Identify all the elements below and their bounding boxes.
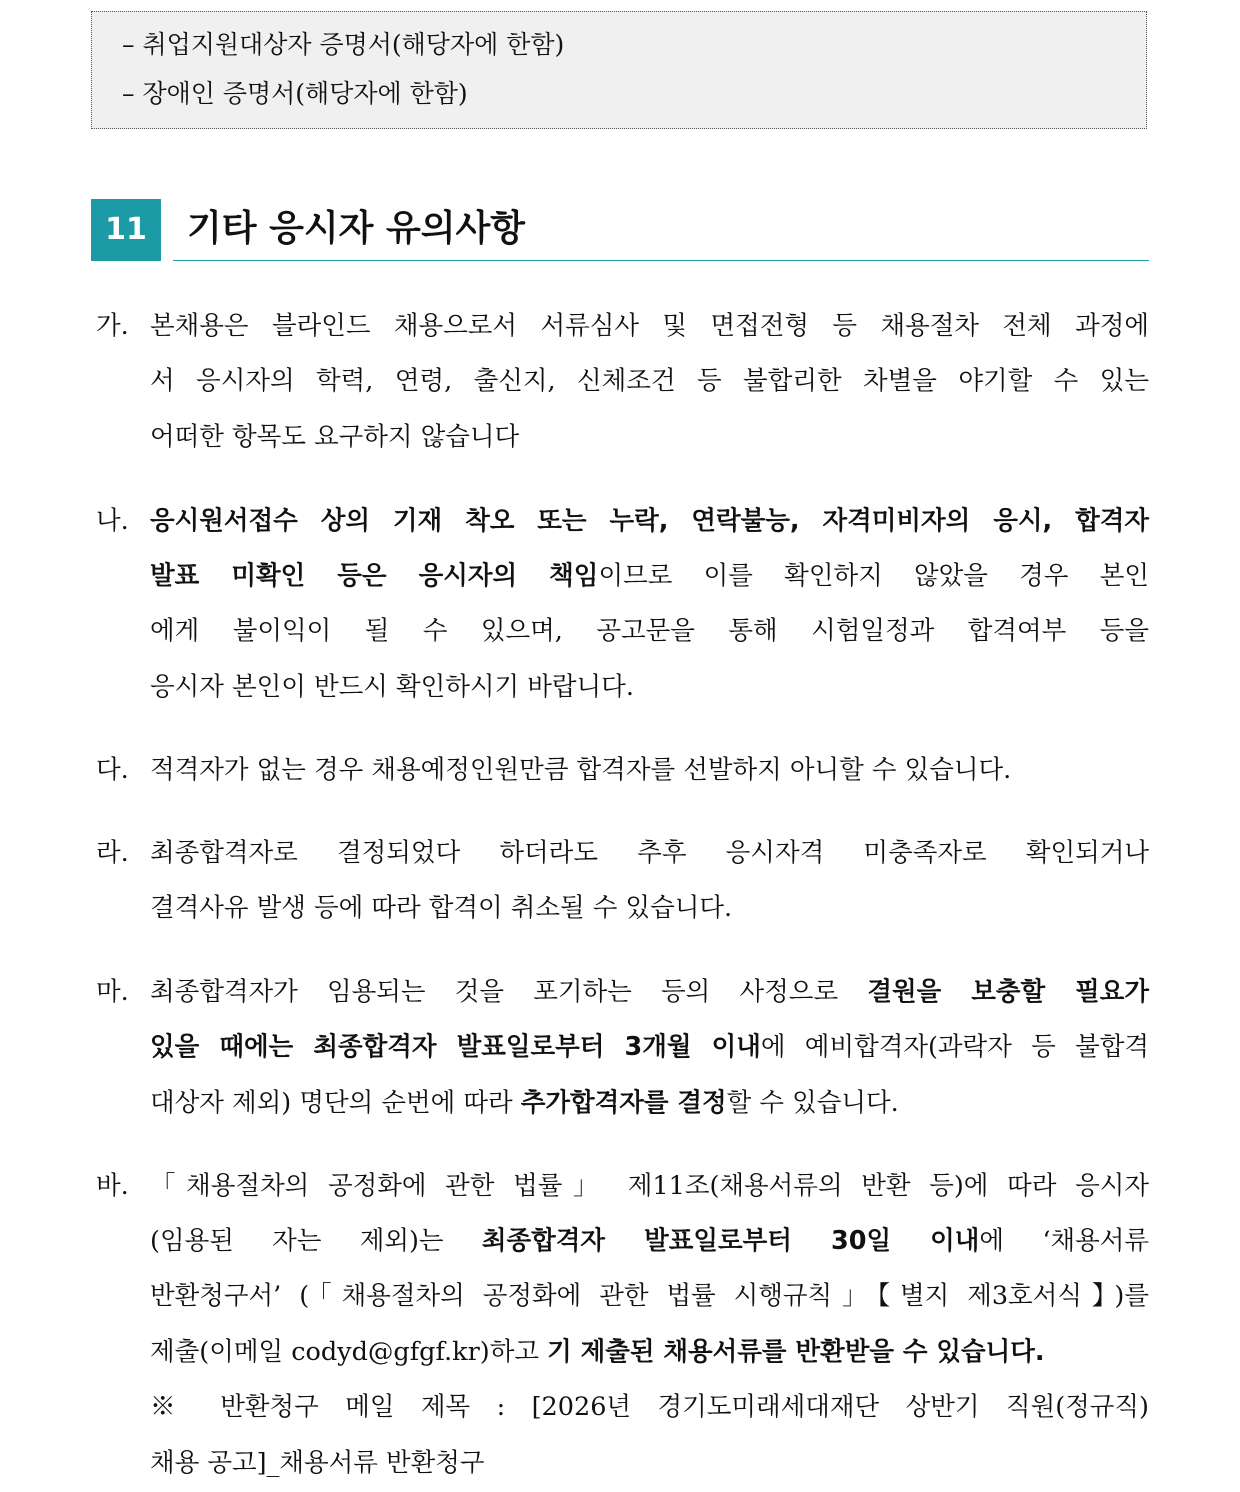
item-ma-marker: 마. [96, 977, 129, 1007]
item-ba-line-6: 채용 공고]_채용서류 반환청구 [150, 1448, 485, 1478]
item-ra-marker: 라. [96, 838, 129, 868]
item-ba-line-2-bold: 최종합격자 발표일로부터 30일 이내 [481, 1226, 980, 1256]
item-ra-line-1: 최종합격자로 결정되었다 하더라도 추후 응시자격 미충족자로 확인되거나 [150, 838, 1149, 868]
item-na-line-1-bold: 응시원서접수 상의 기재 착오 또는 누락, 연락불능, 자격미비자의 응시, 합격자 [150, 506, 1149, 536]
item-ma-line-3-text-b: 할 수 있습니다. [726, 1088, 899, 1118]
item-ga-marker: 가. [96, 311, 129, 341]
item-ba-line-5: ※ 반환청구 메일 제목 : [2026년 경기도미래세대재단 상반기 직원(정규직) [150, 1392, 1149, 1422]
item-ga-line-1: 본채용은 블라인드 채용으로서 서류심사 및 면접전형 등 채용절차 전체 과정에 [150, 311, 1149, 341]
item-na-line-2-bold: 발표 미확인 등은 응시자의 책임 [150, 561, 599, 591]
section-title: 기타 응시자 유의사항 [187, 208, 526, 249]
item-ma-line-2 [150, 1027, 1149, 1067]
section-divider [173, 260, 1149, 261]
item-ba-line-2-text-a: (임용된 자는 제외)는 [150, 1226, 482, 1256]
item-ma-line-2-bold: 있을 때에는 최종합격자 발표일로부터 3개월 이내 [150, 1032, 761, 1062]
item-ma-line-3 [150, 1083, 1149, 1123]
item-ba-line-2 [150, 1221, 1149, 1261]
item-ba-line-4-text: 제출(이메일 codyd@gfgf.kr)하고 [150, 1337, 548, 1367]
required-documents-box [91, 11, 1147, 129]
item-na-line-2-text: 이므로 이를 확인하지 않았을 경우 본인 [598, 561, 1149, 591]
section-number-badge: 11 [91, 199, 161, 261]
item-ma-line-2-text: 에 예비합격자(과락자 등 불합격 [760, 1032, 1149, 1062]
item-ma-line-3-bold: 추가합격자를 결정 [520, 1088, 727, 1118]
item-ba-line-1: 「채용절차의 공정화에 관한 법률」 제11조(채용서류의 반환 등)에 따라 응시자 [150, 1171, 1149, 1201]
item-na-line-2 [150, 556, 1149, 596]
item-na-line-3: 에게 불이익이 될 수 있으며, 공고문을 통해 시험일정과 합격여부 등을 [150, 616, 1149, 646]
item-na-line-4: 응시자 본인이 반드시 확인하시기 바랍니다. [150, 672, 634, 702]
item-na-line-1 [150, 501, 1149, 541]
item-ba-line-2-text-b: 에 ‘채용서류 [979, 1226, 1149, 1256]
item-ra-line-2: 결격사유 발생 등에 따라 합격이 취소될 수 있습니다. [150, 893, 733, 923]
item-da-marker: 다. [96, 755, 129, 785]
item-ba-line-3: 반환청구서’ (「채용절차의 공정화에 관한 법률 시행규칙」【별지 제3호서식】)를 [150, 1281, 1149, 1311]
item-ba-line-4-bold: 기 제출된 채용서류를 반환받을 수 있습니다. [547, 1337, 1045, 1367]
item-da-line-1: 적격자가 없는 경우 채용예정인원만큼 합격자를 선발하지 아니할 수 있습니다. [150, 755, 1012, 785]
item-ma-line-1-text: 최종합격자가 임용되는 것을 포기하는 등의 사정으로 [150, 977, 868, 1007]
item-ba-line-4 [150, 1332, 1149, 1372]
box-line-disability-certificate: – 장애인 증명서(해당자에 한함) [122, 79, 468, 108]
item-na-marker: 나. [96, 506, 129, 536]
item-ba-marker: 바. [96, 1171, 129, 1201]
item-ma-line-3-text-a: 대상자 제외) 명단의 순번에 따라 [150, 1088, 521, 1118]
item-ga-line-2: 서 응시자의 학력, 연령, 출신지, 신체조건 등 불합리한 차별을 야기할 수 있는 [150, 366, 1149, 396]
item-ga-line-3: 어떠한 항목도 요구하지 않습니다 [150, 422, 520, 452]
item-ma-line-1-bold: 결원을 보충할 필요가 [867, 977, 1150, 1007]
item-ma-line-1 [150, 972, 1149, 1012]
box-line-veteran-certificate: – 취업지원대상자 증명서(해당자에 한함) [122, 30, 565, 59]
